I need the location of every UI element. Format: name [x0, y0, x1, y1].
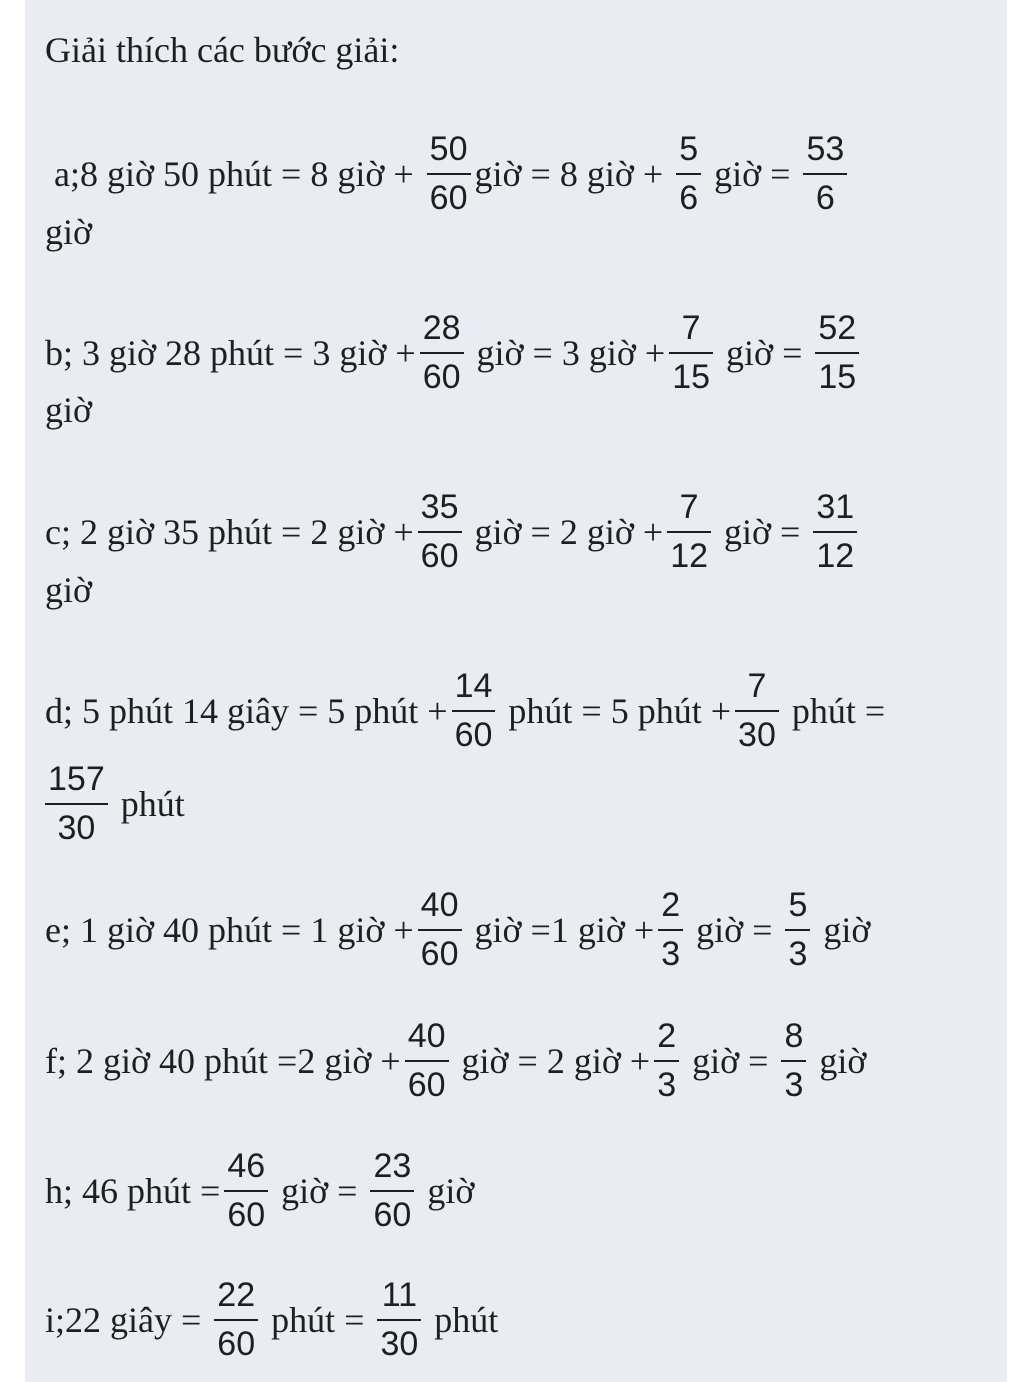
numerator: 40 [418, 886, 462, 931]
denominator: 30 [380, 1325, 419, 1363]
numerator: 2 [654, 1017, 679, 1062]
solution-row-a [45, 130, 851, 221]
row-a-tail: giờ [45, 212, 93, 252]
numerator: 50 [427, 130, 471, 175]
row-h-tail: giờ [427, 1170, 475, 1211]
row-h-part-1: h; 46 phút = [45, 1170, 221, 1211]
row-e-part-1: e; 1 giờ 40 phút = 1 giờ + [45, 909, 414, 950]
solution-row-h [45, 1147, 475, 1238]
row-f-fraction-1 [405, 1017, 449, 1104]
denominator: 12 [670, 537, 709, 575]
numerator: 5 [785, 886, 810, 931]
row-i-fraction-1 [214, 1276, 258, 1363]
numerator: 35 [418, 488, 462, 533]
denominator: 60 [420, 537, 459, 575]
section-heading: Giải thích các bước giải: [45, 30, 400, 70]
row-a-fraction-1 [427, 130, 471, 217]
row-c-tail: giờ [45, 570, 93, 610]
numerator: 7 [669, 309, 713, 354]
solution-row-d [45, 667, 886, 758]
row-d-fraction-2 [735, 667, 779, 754]
row-h-fraction-2 [370, 1147, 414, 1234]
row-i-fraction-2 [377, 1276, 421, 1363]
row-a-fraction-2 [676, 130, 701, 217]
row-f-part-1: f; 2 giờ 40 phút =2 giờ + [45, 1040, 401, 1081]
numerator: 11 [377, 1276, 421, 1321]
denominator: 15 [818, 358, 857, 396]
denominator: 12 [816, 537, 855, 575]
row-f-part-2: giờ = 2 giờ + [461, 1040, 651, 1081]
solution-row-b [45, 309, 863, 400]
row-h-fraction-1 [224, 1147, 268, 1234]
numerator: 28 [420, 309, 464, 354]
numerator: 7 [735, 667, 779, 712]
denominator: 60 [420, 935, 459, 973]
denominator: 3 [657, 1066, 677, 1104]
row-e-fraction-1 [418, 886, 462, 973]
numerator: 8 [781, 1017, 806, 1062]
denominator: 60 [429, 179, 468, 217]
row-d-part-1: d; 5 phút 14 giây = 5 phút + [45, 690, 448, 731]
row-h-part-2: giờ = [281, 1170, 358, 1211]
row-f-fraction-3 [781, 1017, 806, 1104]
denominator: 3 [788, 935, 808, 973]
row-c-fraction-3 [813, 488, 857, 575]
row-i-part-2: phút = [271, 1299, 365, 1340]
denominator: 3 [784, 1066, 804, 1104]
row-e-part-3: giờ = [696, 909, 773, 950]
row-f-tail: giờ [819, 1040, 867, 1081]
row-e-fraction-3 [785, 886, 810, 973]
row-c-part-1: c; 2 giờ 35 phút = 2 giờ + [45, 511, 414, 552]
denominator: 60 [217, 1325, 256, 1363]
denominator: 6 [679, 179, 699, 217]
row-c-part-2: giờ = 2 giờ + [474, 511, 664, 552]
solution-row-c [45, 488, 861, 579]
row-f-fraction-2 [654, 1017, 679, 1104]
denominator: 30 [738, 716, 776, 754]
row-i-tail: phút [434, 1299, 499, 1340]
row-b-part-1: b; 3 giờ 28 phút = 3 giờ + [45, 332, 416, 373]
row-e-part-2: giờ =1 giờ + [474, 909, 655, 950]
row-d-fraction-1 [452, 667, 496, 754]
row-d-part-3: phút = [791, 690, 886, 731]
row-a-fraction-3 [803, 130, 847, 217]
denominator: 60 [407, 1066, 446, 1104]
row-f-part-3: giờ = [692, 1040, 769, 1081]
row-a-part-2: giờ = 8 giờ + [474, 153, 664, 194]
denominator: 30 [57, 809, 96, 847]
row-d-part-2: phút = 5 phút + [508, 690, 732, 731]
denominator: 60 [227, 1196, 266, 1234]
numerator: 157 [45, 760, 108, 805]
row-d-continuation [45, 760, 185, 851]
numerator: 31 [813, 488, 857, 533]
row-b-fraction-2 [669, 309, 713, 396]
numerator: 7 [667, 488, 711, 533]
numerator: 46 [224, 1147, 268, 1192]
denominator: 60 [373, 1196, 412, 1234]
row-e-tail: giờ [823, 909, 871, 950]
solution-row-i [45, 1276, 499, 1367]
row-d-fraction-3 [45, 760, 108, 847]
denominator: 60 [422, 358, 461, 396]
numerator: 14 [452, 667, 496, 712]
row-c-part-3: giờ = [724, 511, 801, 552]
solution-row-f [45, 1017, 867, 1108]
denominator: 3 [661, 935, 681, 973]
row-b-tail: giờ [45, 390, 93, 430]
row-a-part-1: a;8 giờ 50 phút = 8 giờ + [54, 153, 414, 194]
row-b-fraction-3 [815, 309, 859, 396]
row-a-part-3: giờ = [714, 153, 791, 194]
numerator: 5 [676, 130, 701, 175]
row-b-part-2: giờ = 3 giờ + [476, 332, 666, 373]
numerator: 22 [214, 1276, 258, 1321]
denominator: 6 [815, 179, 835, 217]
row-c-fraction-2 [667, 488, 711, 575]
numerator: 53 [803, 130, 847, 175]
solution-row-e [45, 886, 871, 977]
row-i-part-1: i;22 giây = [45, 1299, 202, 1340]
row-c-fraction-1 [418, 488, 462, 575]
row-b-part-3: giờ = [726, 332, 803, 373]
denominator: 60 [454, 716, 493, 754]
numerator: 23 [370, 1147, 414, 1192]
numerator: 52 [815, 309, 859, 354]
numerator: 2 [658, 886, 683, 931]
numerator: 40 [405, 1017, 449, 1062]
row-d-tail: phút [120, 783, 185, 824]
denominator: 15 [672, 358, 711, 396]
row-b-fraction-1 [420, 309, 464, 396]
row-e-fraction-2 [658, 886, 683, 973]
